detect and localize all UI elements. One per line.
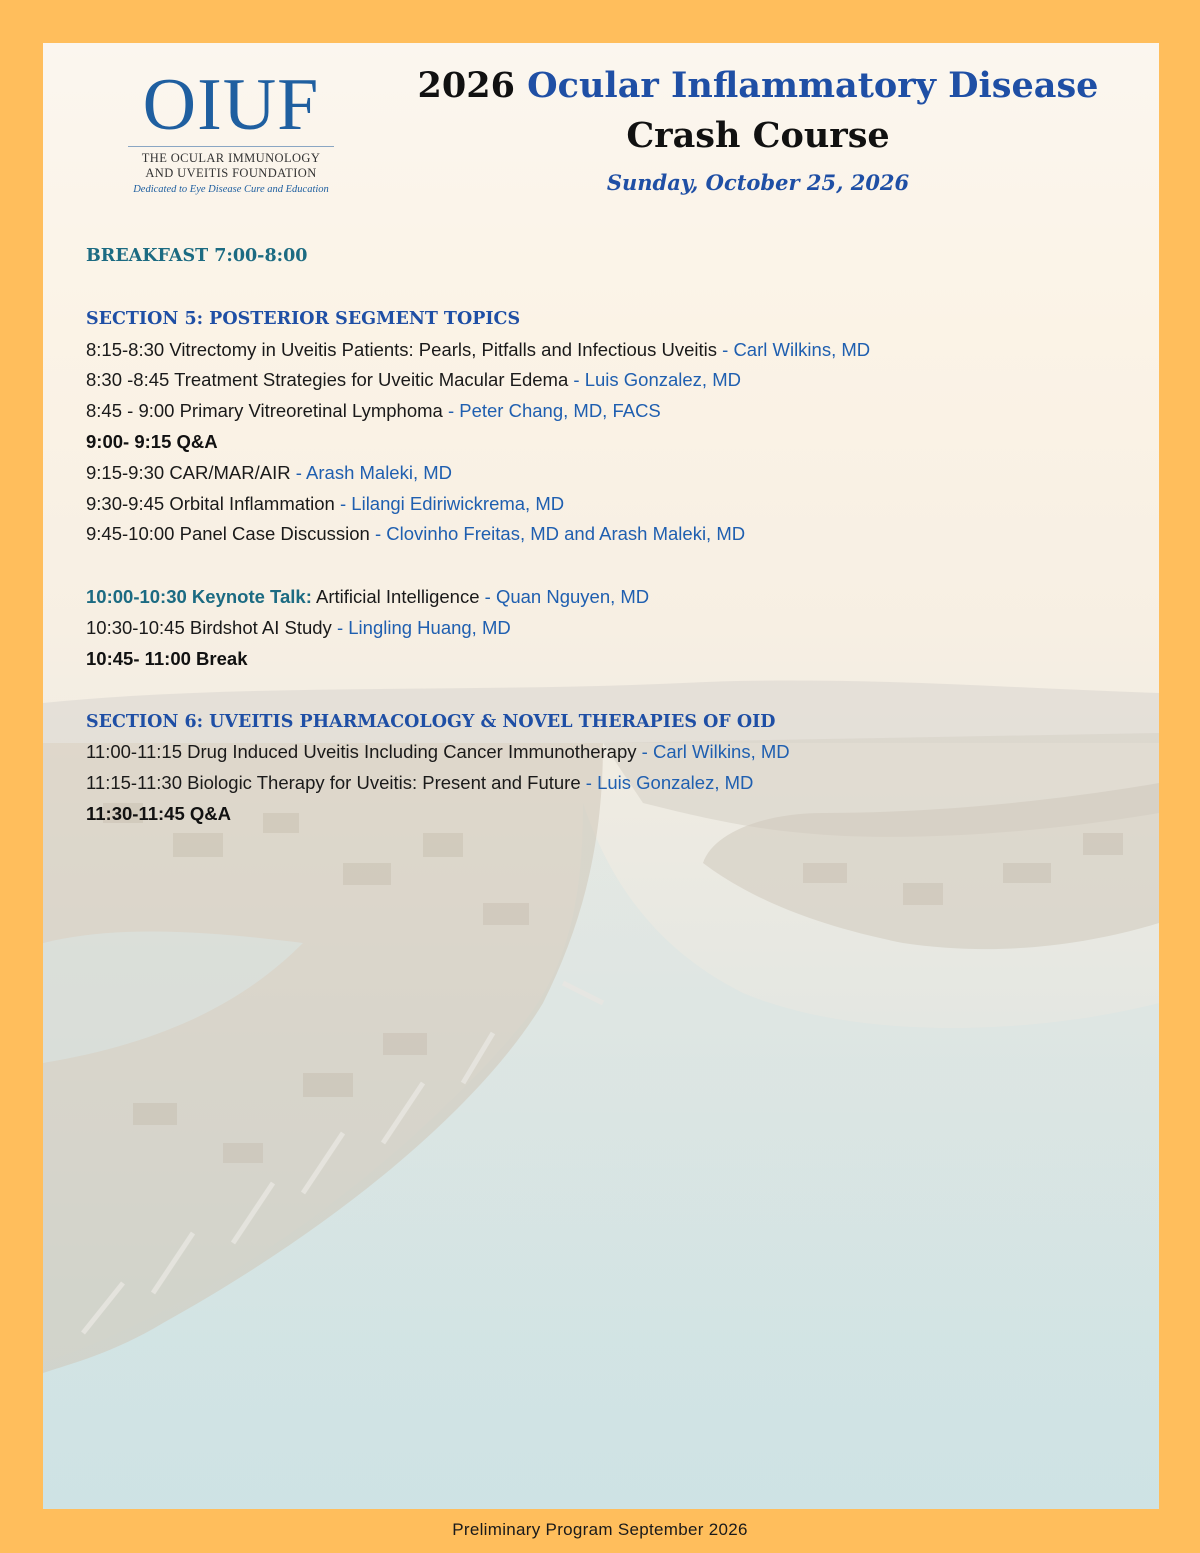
keynote-item	[86, 582, 1146, 613]
spacer	[86, 272, 1146, 304]
schedule-item	[86, 396, 1146, 427]
section-6-heading: SECTION 6: UVEITIS PHARMACOLOGY & NOVEL THERAPIES OF OID	[86, 711, 776, 732]
title-subtitle: Crash Course	[626, 115, 890, 156]
schedule-item	[86, 737, 1146, 768]
logo-line-2: AND UVEITIS FOUNDATION	[145, 166, 317, 180]
session-title: 8:30 -8:45 Treatment Strategies for Uveitic Macular Edema	[86, 369, 574, 391]
session-title: 9:15-9:30 CAR/MAR/AIR	[86, 461, 296, 483]
schedule-item	[86, 335, 1146, 366]
session-title: 10:30-10:45 Birdshot AI Study	[86, 616, 337, 638]
schedule-item	[86, 365, 1146, 396]
program-panel	[43, 43, 1159, 1509]
program-schedule	[86, 241, 1146, 830]
speaker-name: - Luis Gonzalez, MD	[585, 772, 754, 794]
event-date: Sunday, October 25, 2026	[606, 170, 910, 195]
logo-tagline: Dedicated to Eye Disease Cure and Education	[133, 184, 329, 195]
speaker-name: - Lilangi Ediriwickrema, MD	[340, 492, 565, 514]
session-title: 11:00-11:15 Drug Induced Uveitis Including Cancer Immunotherapy	[86, 741, 642, 763]
oiuf-logo	[128, 64, 334, 195]
spacer	[86, 675, 1146, 707]
session-title: 9:45-10:00 Panel Case Discussion	[86, 523, 375, 545]
session-title: 8:15-8:30 Vitrectomy in Uveitis Patients: Pearls, Pitfalls and Infectious Uveitis	[86, 338, 723, 360]
section-5-heading: SECTION 5: POSTERIOR SEGMENT TOPICS	[86, 308, 521, 329]
keynote-label: 10:00-10:30 Keynote Talk:	[86, 586, 312, 608]
schedule-item	[86, 768, 1146, 799]
logo-mark: OIUF	[142, 64, 320, 146]
page-title	[373, 63, 1143, 203]
title-course-name: Ocular Inflammatory Disease	[527, 65, 1099, 106]
title-year: 2026	[417, 65, 515, 106]
schedule-item	[86, 613, 1146, 644]
speaker-name: - Arash Maleki, MD	[295, 461, 453, 483]
session-title: 11:15-11:30 Biologic Therapy for Uveitis: Present and Future	[86, 772, 586, 794]
spacer	[86, 550, 1146, 582]
session-title: 9:30-9:45 Orbital Inflammation	[86, 492, 340, 514]
qa-session: 9:00- 9:15 Q&A	[86, 430, 218, 452]
speaker-name: - Clovinho Freitas, MD and Arash Maleki, MD	[374, 523, 746, 545]
logo-line-1: THE OCULAR IMMUNOLOGY	[141, 151, 321, 165]
schedule-item	[86, 458, 1146, 489]
schedule-item	[86, 489, 1146, 520]
schedule-item	[86, 519, 1146, 550]
logo-divider	[128, 146, 334, 147]
qa-session: 11:30-11:45 Q&A	[86, 802, 232, 824]
session-title: Artificial Intelligence	[311, 586, 485, 608]
speaker-name: - Peter Chang, MD, FACS	[447, 400, 661, 422]
title-line-1	[373, 63, 1143, 109]
session-title: 8:45 - 9:00 Primary Vitreoretinal Lymphoma	[86, 400, 448, 422]
breakfast-heading: BREAKFAST 7:00-8:00	[86, 246, 308, 266]
footer-note: Preliminary Program September 2026	[452, 1520, 748, 1539]
speaker-name: - Luis Gonzalez, MD	[573, 369, 741, 391]
speaker-name: - Carl Wilkins, MD	[641, 741, 790, 763]
break-item: 10:45- 11:00 Break	[86, 647, 248, 669]
speaker-name: - Carl Wilkins, MD	[722, 338, 871, 360]
speaker-name: - Lingling Huang, MD	[336, 616, 511, 638]
speaker-name: - Quan Nguyen, MD	[484, 586, 650, 608]
